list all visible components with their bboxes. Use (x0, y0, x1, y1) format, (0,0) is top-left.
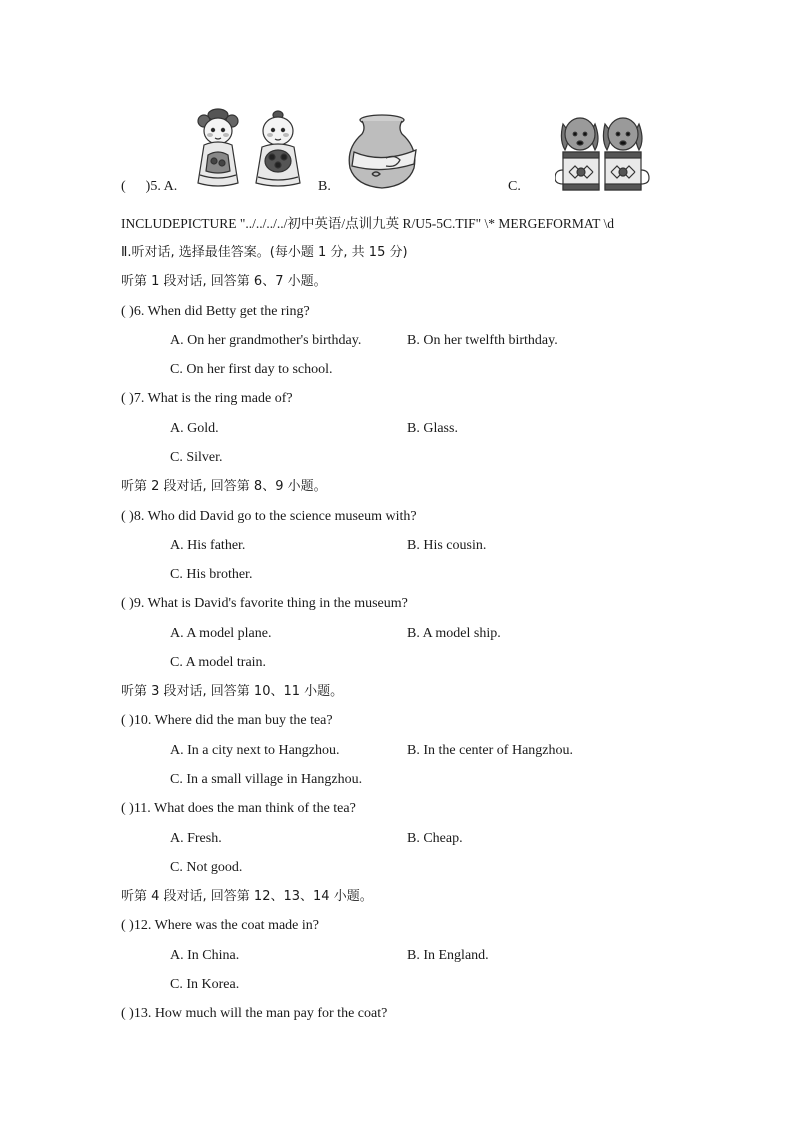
children-figurines-image (190, 105, 310, 190)
question-10-option-a: A. In a city next to Hangzhou. (170, 743, 340, 758)
question-10-option-b: B. In the center of Hangzhou. (407, 743, 573, 758)
question-6-option-a: A. On her grandmother's birthday. (170, 333, 362, 348)
question-6-option-c: C. On her first day to school. (170, 362, 333, 377)
question-12-option-c: C. In Korea. (170, 977, 240, 992)
question-9-stem: ( )9. What is David's favorite thing in the museum? (121, 596, 408, 611)
question-9-option-c: C. A model train. (170, 655, 267, 670)
question-11-option-c: C. Not good. (170, 860, 243, 875)
question-11-stem: ( )11. What does the man think of the tea? (121, 801, 356, 816)
section-heading: Ⅱ.听对话, 选择最佳答案。(每小题 1 分, 共 15 分) (121, 245, 408, 260)
question-10-option-c: C. In a small village in Hangzhou. (170, 772, 363, 787)
question-12-stem: ( )12. Where was the coat made in? (121, 918, 319, 933)
question-13-stem: ( )13. How much will the man pay for the coat? (121, 1006, 388, 1021)
q5-option-b-label: B. (318, 179, 331, 194)
question-7-option-b: B. Glass. (407, 421, 458, 436)
question-9-option-a: A. A model plane. (170, 626, 272, 641)
question-12-option-b: B. In England. (407, 948, 489, 963)
question-8-stem: ( )8. Who did David go to the science museum with? (121, 509, 417, 524)
vase-image (342, 112, 422, 192)
question-11-option-b: B. Cheap. (407, 831, 463, 846)
question-8-option-a: A. His father. (170, 538, 246, 553)
question-6-stem: ( )6. When did Betty get the ring? (121, 304, 310, 319)
question-7-stem: ( )7. What is the ring made of? (121, 391, 293, 406)
question-8-option-c: C. His brother. (170, 567, 253, 582)
question-6-option-b: B. On her twelfth birthday. (407, 333, 558, 348)
question-12-option-a: A. In China. (170, 948, 240, 963)
q5-option-a-label: A. (163, 179, 178, 194)
dialogue-2-instruction: 听第 2 段对话, 回答第 8、9 小题。 (121, 479, 327, 494)
dog-cups-image (555, 110, 650, 195)
dialogue-1-instruction: 听第 1 段对话, 回答第 6、7 小题。 (121, 274, 327, 289)
question-11-option-a: A. Fresh. (170, 831, 222, 846)
includepicture-field-code: INCLUDEPICTURE "../../../../初中英语/点训九英 R/U5-5C.TIF" \* MERGEFORMAT \d (121, 216, 615, 231)
question-10-stem: ( )10. Where did the man buy the tea? (121, 713, 333, 728)
q5-number: )5. (145, 179, 161, 194)
dialogue-3-instruction: 听第 3 段对话, 回答第 10、11 小题。 (121, 684, 344, 699)
question-8-option-b: B. His cousin. (407, 538, 487, 553)
question-7-option-a: A. Gold. (170, 421, 219, 436)
question-7-option-c: C. Silver. (170, 450, 223, 465)
q5-stem (121, 178, 177, 196)
dialogue-4-instruction: 听第 4 段对话, 回答第 12、13、14 小题。 (121, 889, 373, 904)
question-9-option-b: B. A model ship. (407, 626, 501, 641)
q5-option-c-label: C. (508, 179, 521, 194)
q5-paren-open: ( (121, 179, 126, 194)
